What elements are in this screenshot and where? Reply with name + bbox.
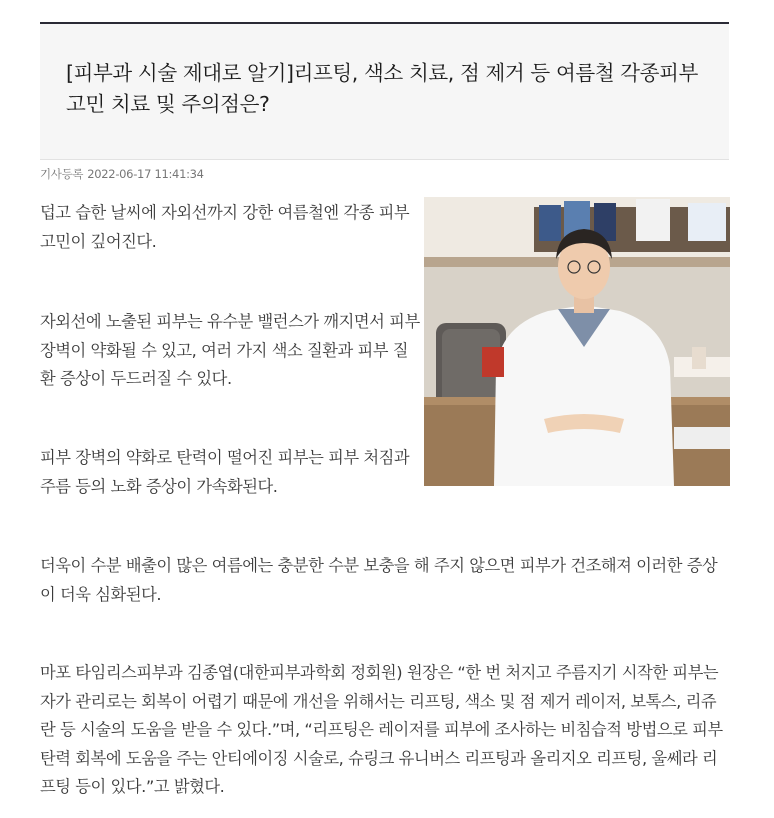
paragraph-1: 덥고 습한 날씨에 자외선까지 강한 여름철엔 각종 피부 고민이 깊어진다.	[40, 203, 410, 251]
article-photo	[424, 197, 730, 486]
headline-box	[40, 24, 729, 160]
paragraph-3: 피부 장벽의 약화로 탄력이 떨어진 피부는 피부 처짐과 주름 등의 노화 증상이 가속화된다.	[40, 448, 410, 496]
meta-date: 2022-06-17 11:41:34	[87, 167, 204, 181]
paragraph-4: 더욱이 수분 배출이 많은 여름에는 충분한 수분 보충을 해 주지 않으면 피부가 건조해져 이러한 증상이 더욱 심화된다.	[40, 556, 718, 604]
paragraph-5: 마포 타임리스피부과 김종엽(대한피부과학회 정회원) 원장은 “한 번 처지고 주름지기 시작한 피부는 자가 관리로는 회복이 어렵기 때문에 개선을 위해서는 리프팅, 색소 및 점 제거 레이저, 보톡스, 리쥬란 등 시술의 도움을 받을 수 있다.”며, “리프팅은 레이저를 피부에 조사하는 비침습적 방법으로 피부 탄력 회복에 도움을 주는 안티에이징 시술로, 슈링크 유니버스 리프팅과 올리지오 리프팅, 울쎄라 리프팅 등이 있다.”고 밝혔다.	[40, 663, 723, 796]
meta-label: 기사등록	[40, 167, 84, 181]
article-title: [피부과 시술 제대로 알기]리프팅, 색소 치료, 점 제거 등 여름철 각종피부고민 치료 및 주의점은?	[66, 61, 698, 116]
doctor-photo-illustration	[424, 197, 730, 486]
article-meta	[40, 166, 208, 182]
paragraph-2: 자외선에 노출된 피부는 유수분 밸런스가 깨지면서 피부 장벽이 약화될 수 있고, 여러 가지 색소 질환과 피부 질환 증상이 두드러질 수 있다.	[40, 312, 420, 388]
